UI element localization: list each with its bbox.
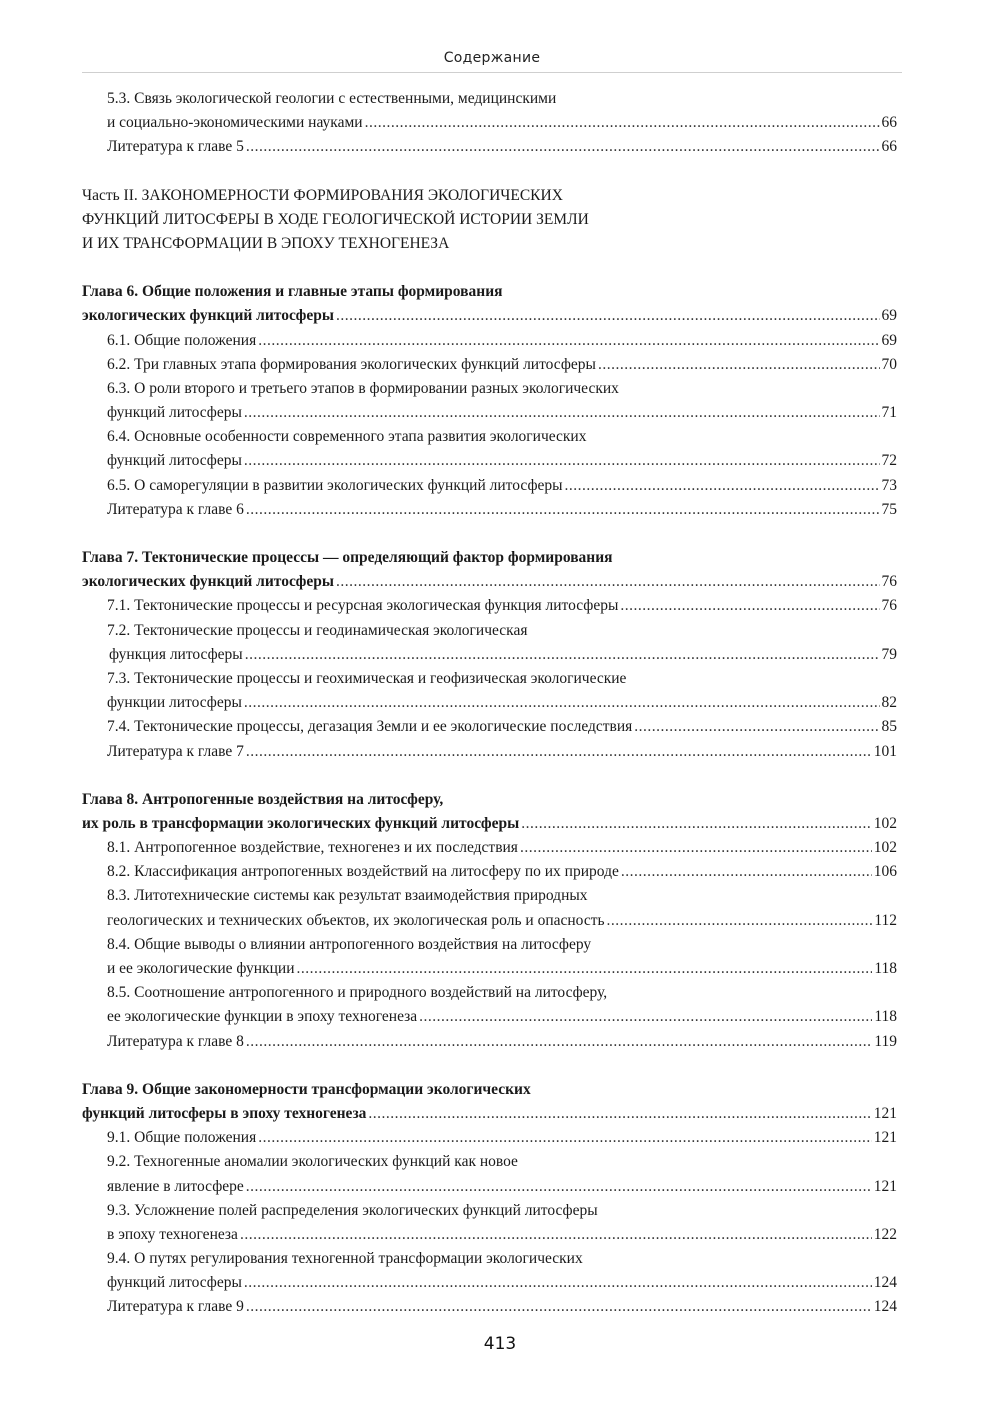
toc-page-number: 102 [873, 814, 897, 832]
chapter-7-heading-line1: Глава 7. Тектонические процессы — определяющий фактор формирования [82, 549, 613, 566]
toc-page-number: 70 [881, 355, 897, 373]
toc-entry-title: 8.1. Антропогенное воздействие, техногенез и их последствия [107, 839, 518, 857]
toc-entry-chapter-9[interactable] [82, 1102, 897, 1126]
toc-entry-title: Литература к главе 7 [107, 742, 244, 760]
toc-entry-6-3[interactable] [82, 401, 897, 425]
dot-leader [365, 111, 880, 135]
toc-entry-7-4[interactable] [82, 715, 897, 739]
toc-entry-6-4-line1: 6.4. Основные особенности современного этапа развития экологических [107, 428, 587, 446]
chapter-6-heading-line2: экологических функций литосферы [82, 307, 334, 325]
dot-leader [258, 329, 879, 353]
toc-entry-9-3-line1: 9.3. Усложнение полей распределения экологических функций литосферы [107, 1201, 598, 1219]
toc-page-number: 66 [881, 138, 897, 156]
toc-page-number: 75 [881, 500, 897, 518]
dot-leader [607, 909, 873, 933]
dot-leader [246, 1295, 872, 1319]
toc-entry-lit-8[interactable] [82, 1030, 897, 1054]
dot-leader [244, 449, 880, 473]
toc-entry-8-3[interactable] [82, 909, 897, 933]
chapter-8-heading-line1: Глава 8. Антропогенные воздействия на литосферу, [82, 790, 444, 808]
toc-page-number: 102 [873, 839, 897, 857]
toc-entry-8-4[interactable] [82, 957, 897, 981]
toc-page-number: 69 [881, 307, 897, 325]
toc-entry-9-2-line1: 9.2. Техногенные аномалии экологических функций как новое [107, 1153, 518, 1171]
toc-page-number: 124 [873, 1274, 897, 1292]
dot-leader [336, 570, 880, 594]
toc-entry-8-5-line1: 8.5. Соотношение антропогенного и природного воздействий на литосферу, [107, 984, 608, 1002]
dot-leader [246, 740, 872, 764]
toc-entry-9-3[interactable] [82, 1223, 897, 1247]
page-number: 413 [483, 1334, 517, 1354]
toc-entry-title: Литература к главе 9 [107, 1298, 244, 1316]
part-heading-line1: Часть II. ЗАКОНОМЕРНОСТИ ФОРМИРОВАНИЯ ЭКОЛОГИЧЕСКИХ [82, 186, 563, 204]
toc-entry-8-5-line2: ее экологические функции в эпоху техногенеза [107, 1008, 418, 1026]
dot-leader [368, 1102, 871, 1126]
toc-page-number: 121 [873, 1129, 897, 1147]
running-head: Содержание [443, 50, 541, 66]
toc-entry-lit-6[interactable] [82, 498, 897, 522]
dot-leader [297, 957, 873, 981]
toc-entry-title: Литература к главе 5 [107, 138, 244, 156]
part-heading-line2: ФУНКЦИЙ ЛИТОСФЕРЫ В ХОДЕ ГЕОЛОГИЧЕСКОЙ ИСТОРИИ ЗЕМЛИ [82, 210, 589, 228]
toc-entry-9-3-line2: в эпоху техногенеза [107, 1225, 238, 1243]
dot-leader [520, 836, 872, 860]
toc-entry-6-5[interactable] [82, 474, 897, 498]
dot-leader [246, 135, 880, 159]
toc-page-number: 101 [873, 742, 897, 760]
toc-entry-8-3-line2: геологических и технических объектов, их экологическая роль и опасность [107, 911, 605, 929]
chapter-7-heading-line2: экологических функций литосферы [82, 573, 334, 591]
toc-page-number: 121 [873, 1104, 897, 1122]
toc-page-number: 118 [874, 1008, 897, 1026]
toc-entry-6-1[interactable] [82, 329, 897, 353]
toc-entry-7-1[interactable] [82, 594, 897, 618]
dot-leader [246, 1030, 872, 1054]
toc-entry-title: Литература к главе 8 [107, 1032, 244, 1050]
toc-entry-chapter-6[interactable] [82, 304, 897, 328]
toc-entry-6-4-line2: функций литосферы [107, 452, 242, 470]
table-of-contents [82, 87, 897, 1320]
toc-entry-8-2[interactable] [82, 860, 897, 884]
toc-entry-title: 6.5. О саморегуляции в развитии экологических функций литосферы [107, 476, 563, 494]
toc-entry-lit-5[interactable] [82, 135, 897, 159]
toc-entry-lit-7[interactable] [82, 740, 897, 764]
toc-entry-8-4-line1: 8.4. Общие выводы о влиянии антропогенного воздействия на литосферу [107, 935, 592, 953]
toc-entry-9-1[interactable] [82, 1126, 897, 1150]
toc-page-number: 79 [881, 645, 897, 663]
dot-leader [598, 353, 880, 377]
toc-entry-chapter-8[interactable] [82, 812, 897, 836]
dot-leader [336, 304, 880, 328]
toc-page-number: 85 [881, 718, 897, 736]
toc-entry-title: 6.2. Три главных этапа формирования экологических функций литосферы [107, 355, 596, 373]
toc-page-number: 76 [881, 573, 897, 591]
toc-page-number: 118 [874, 960, 897, 977]
toc-entry-title: 9.1. Общие положения [107, 1129, 257, 1147]
dot-leader [246, 1175, 872, 1199]
toc-entry-8-5[interactable] [82, 1005, 897, 1029]
toc-entry-lit-9[interactable] [82, 1295, 897, 1319]
toc-page-number: 72 [881, 452, 897, 470]
toc-entry-9-4-line1: 9.4. О путях регулирования техногенной трансформации экологических [107, 1250, 583, 1268]
toc-entry-title: 7.1. Тектонические процессы и ресурсная экологическая функция литосферы [107, 597, 619, 615]
toc-entry-7-3-line1: 7.3. Тектонические процессы и геохимическая и геофизическая экологические [107, 669, 627, 687]
dot-leader [244, 401, 880, 425]
dot-leader [244, 1271, 872, 1295]
toc-page-number: 71 [881, 404, 897, 422]
toc-page-number: 69 [881, 331, 897, 349]
dot-leader [244, 691, 880, 715]
toc-page-number: 121 [873, 1177, 897, 1195]
toc-entry-title: 6.1. Общие положения [107, 331, 257, 349]
chapter-8-heading-line2: их роль в трансформации экологических функций литосферы [82, 814, 520, 832]
toc-entry-7-2[interactable] [82, 643, 897, 667]
toc-entry-5-3[interactable] [82, 111, 897, 135]
toc-entry-chapter-7[interactable] [82, 570, 897, 594]
toc-entry-title: 7.4. Тектонические процессы, дегазация Земли и ее экологические последствия [107, 718, 633, 736]
toc-entry-8-4-line2: и ее экологические функции [107, 960, 295, 977]
header-rule [82, 72, 902, 73]
toc-page-number: 106 [873, 863, 897, 881]
dot-leader [240, 1223, 872, 1247]
toc-page-number: 112 [874, 911, 897, 929]
toc-entry-8-1[interactable] [82, 836, 897, 860]
dot-leader [565, 474, 880, 498]
toc-entry-9-2-line2: явление в литосфере [107, 1177, 244, 1195]
toc-entry-7-2-line1: 7.2. Тектонические процессы и геодинамическая экологическая [107, 621, 528, 639]
toc-entry-6-2[interactable] [82, 353, 897, 377]
toc-entry-9-2[interactable] [82, 1175, 897, 1199]
toc-entry-title: 8.2. Классификация антропогенных воздействий на литосферу по их природе [107, 863, 619, 881]
dot-leader [246, 498, 880, 522]
chapter-6-heading-line1: Глава 6. Общие положения и главные этапы формирования [82, 283, 503, 301]
toc-entry-6-3-line2: функций литосферы [107, 404, 242, 422]
dot-leader [521, 812, 872, 836]
toc-page-number: 76 [881, 597, 897, 615]
toc-entry-7-2-line2: функция литосферы [109, 645, 243, 663]
toc-entry-9-4-line2: функций литосферы [107, 1274, 242, 1292]
dot-leader [620, 594, 879, 618]
toc-entry-5-3-line2: и социально-экономическими науками [107, 114, 363, 132]
toc-entry-7-3[interactable] [82, 691, 897, 715]
toc-entry-6-4[interactable] [82, 449, 897, 473]
toc-page-number: 122 [873, 1225, 897, 1243]
dot-leader [245, 643, 880, 667]
chapter-9-heading-line2: функций литосферы в эпоху техногенеза [82, 1104, 367, 1122]
toc-page-number: 66 [881, 114, 897, 132]
toc-page-number: 73 [881, 476, 897, 494]
toc-page-number: 82 [881, 694, 897, 712]
toc-entry-9-4[interactable] [82, 1271, 897, 1295]
dot-leader [634, 715, 879, 739]
dot-leader [258, 1126, 872, 1150]
toc-page-number: 119 [874, 1032, 897, 1050]
toc-entry-6-3-line1: 6.3. О роли второго и третьего этапов в формировании разных экологических [107, 379, 619, 397]
toc-entry-5-3-line1: 5.3. Связь экологической геологии с естественными, медицинскими [107, 90, 557, 107]
toc-entry-8-3-line1: 8.3. Литотехнические системы как результат взаимодействия природных [107, 887, 588, 905]
toc-entry-7-3-line2: функции литосферы [107, 694, 242, 712]
dot-leader [621, 860, 872, 884]
toc-entry-title: Литература к главе 6 [107, 500, 244, 518]
toc-page-number: 124 [873, 1298, 897, 1316]
chapter-9-heading-line1: Глава 9. Общие закономерности трансформации экологических [82, 1080, 531, 1098]
dot-leader [419, 1005, 872, 1029]
part-heading-line3: И ИХ ТРАНСФОРМАЦИИ В ЭПОХУ ТЕХНОГЕНЕЗА [82, 234, 450, 252]
